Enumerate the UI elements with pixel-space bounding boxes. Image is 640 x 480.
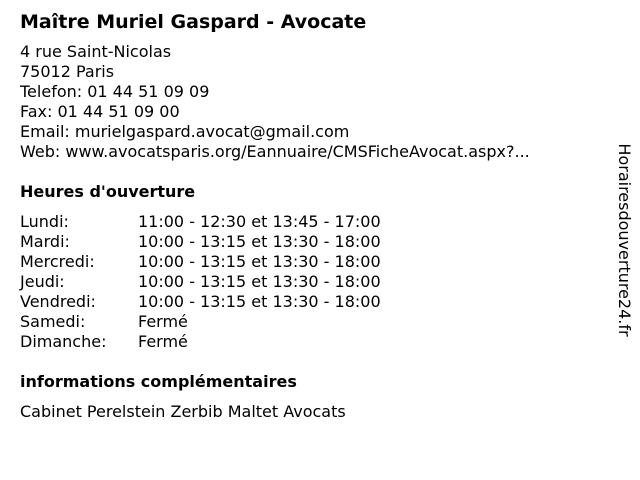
hours-row-sunday bbox=[20, 332, 610, 352]
day-label: Vendredi: bbox=[20, 292, 96, 311]
website-link[interactable]: Web: www.avocatsparis.org/Eannuaire/CMSFicheAvocat.aspx?... bbox=[20, 142, 530, 161]
contact-block bbox=[20, 42, 610, 162]
day-label: Lundi: bbox=[20, 212, 69, 231]
day-label: Mercredi: bbox=[20, 252, 95, 271]
hours-row-saturday bbox=[20, 312, 610, 332]
hours-row-monday bbox=[20, 212, 610, 232]
day-hours: 10:00 - 13:15 et 13:30 - 18:00 bbox=[138, 272, 381, 291]
phone-number: Telefon: 01 44 51 09 09 bbox=[20, 82, 210, 101]
opening-hours-heading: Heures d'ouverture bbox=[20, 182, 196, 201]
opening-hours-table bbox=[20, 212, 610, 352]
day-hours: Fermé bbox=[138, 332, 188, 351]
day-label: Samedi: bbox=[20, 312, 86, 331]
day-label: Mardi: bbox=[20, 232, 70, 251]
additional-info-heading: informations complémentaires bbox=[20, 372, 297, 391]
day-hours: 11:00 - 12:30 et 13:45 - 17:00 bbox=[138, 212, 381, 231]
additional-info-text: Cabinet Perelstein Zerbib Maltet Avocats bbox=[20, 402, 346, 421]
hours-row-thursday bbox=[20, 272, 610, 292]
email-address: Email: murielgaspard.avocat@gmail.com bbox=[20, 122, 350, 141]
site-watermark: Horairesdouverture24.fr bbox=[615, 143, 634, 337]
business-card bbox=[20, 10, 610, 422]
day-hours: 10:00 - 13:15 et 13:30 - 18:00 bbox=[138, 232, 381, 251]
day-label: Dimanche: bbox=[20, 332, 107, 351]
page-title: Maître Muriel Gaspard - Avocate bbox=[20, 11, 367, 33]
day-label: Jeudi: bbox=[20, 272, 65, 291]
day-hours: Fermé bbox=[138, 312, 188, 331]
hours-row-friday bbox=[20, 292, 610, 312]
hours-row-tuesday bbox=[20, 232, 610, 252]
day-hours: 10:00 - 13:15 et 13:30 - 18:00 bbox=[138, 292, 381, 311]
day-hours: 10:00 - 13:15 et 13:30 - 18:00 bbox=[138, 252, 381, 271]
address-street: 4 rue Saint-Nicolas bbox=[20, 42, 172, 61]
fax-number: Fax: 01 44 51 09 00 bbox=[20, 102, 180, 121]
address-city: 75012 Paris bbox=[20, 62, 115, 81]
hours-row-wednesday bbox=[20, 252, 610, 272]
